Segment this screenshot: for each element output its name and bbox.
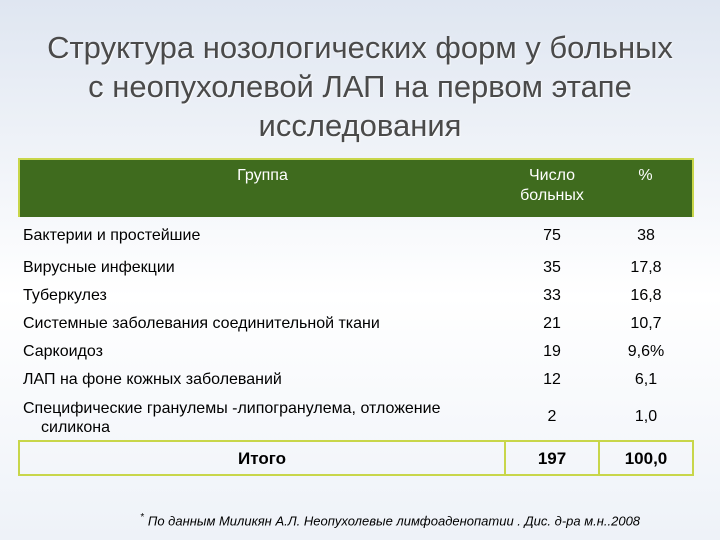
table-row	[19, 253, 693, 281]
row-name: Бактерии и простейшие	[23, 226, 201, 244]
title-line-1: Структура нозологических форм у больных	[47, 30, 673, 65]
row-count: 21	[543, 314, 561, 332]
row-percent: 38	[637, 226, 655, 244]
row-percent: 17,8	[630, 258, 662, 276]
row-count: 12	[543, 370, 561, 388]
table-row	[19, 217, 693, 253]
row-count: 33	[543, 286, 561, 304]
row-count: 75	[543, 226, 561, 244]
title-line-3: исследования	[258, 108, 462, 143]
row-name-line2: силикона	[41, 418, 111, 436]
row-count: 19	[543, 342, 561, 360]
row-name: Системные заболевания соединительной ткани	[23, 314, 380, 332]
table-row	[19, 365, 693, 393]
header-count	[505, 159, 599, 217]
table-row	[19, 281, 693, 309]
total-percent: 100,0	[599, 441, 693, 475]
row-count: 2	[547, 408, 557, 425]
row-count: 35	[543, 258, 561, 276]
footnote-mark: *	[140, 512, 144, 523]
row-name-line1: Специфические гранулемы -липогранулема, отложение	[23, 399, 441, 417]
header-percent: %	[599, 159, 693, 217]
title-line-2: с неопухолевой ЛАП на первом этапе	[88, 69, 632, 104]
total-count: 197	[505, 441, 599, 475]
row-name: ЛАП на фоне кожных заболеваний	[23, 370, 282, 388]
row-percent: 10,7	[630, 314, 662, 332]
header-count-line2: больных	[520, 187, 584, 204]
row-name: Туберкулез	[23, 286, 107, 304]
row-percent: 6,1	[634, 370, 658, 388]
header-group: Группа	[19, 159, 505, 217]
nosology-table	[18, 158, 694, 476]
row-percent: 16,8	[630, 286, 662, 304]
row-name: Саркоидоз	[23, 342, 103, 360]
row-name	[19, 393, 505, 441]
table-row	[19, 337, 693, 365]
table-row	[19, 309, 693, 337]
table-row	[19, 393, 693, 441]
row-percent: 1,0	[634, 408, 658, 425]
table-header-row	[19, 159, 693, 217]
footnote-text: По данным Миликян А.Л. Неопухолевые лимфоаденопатии . Дис. д-ра м.н..2008	[147, 513, 641, 529]
slide-title	[20, 28, 700, 145]
total-row	[19, 441, 693, 475]
header-count-line1: Число	[528, 167, 575, 184]
footnote	[140, 512, 640, 528]
total-name: Итого	[19, 441, 505, 475]
row-name: Вирусные инфекции	[23, 258, 175, 276]
row-percent: 9,6%	[627, 342, 665, 360]
